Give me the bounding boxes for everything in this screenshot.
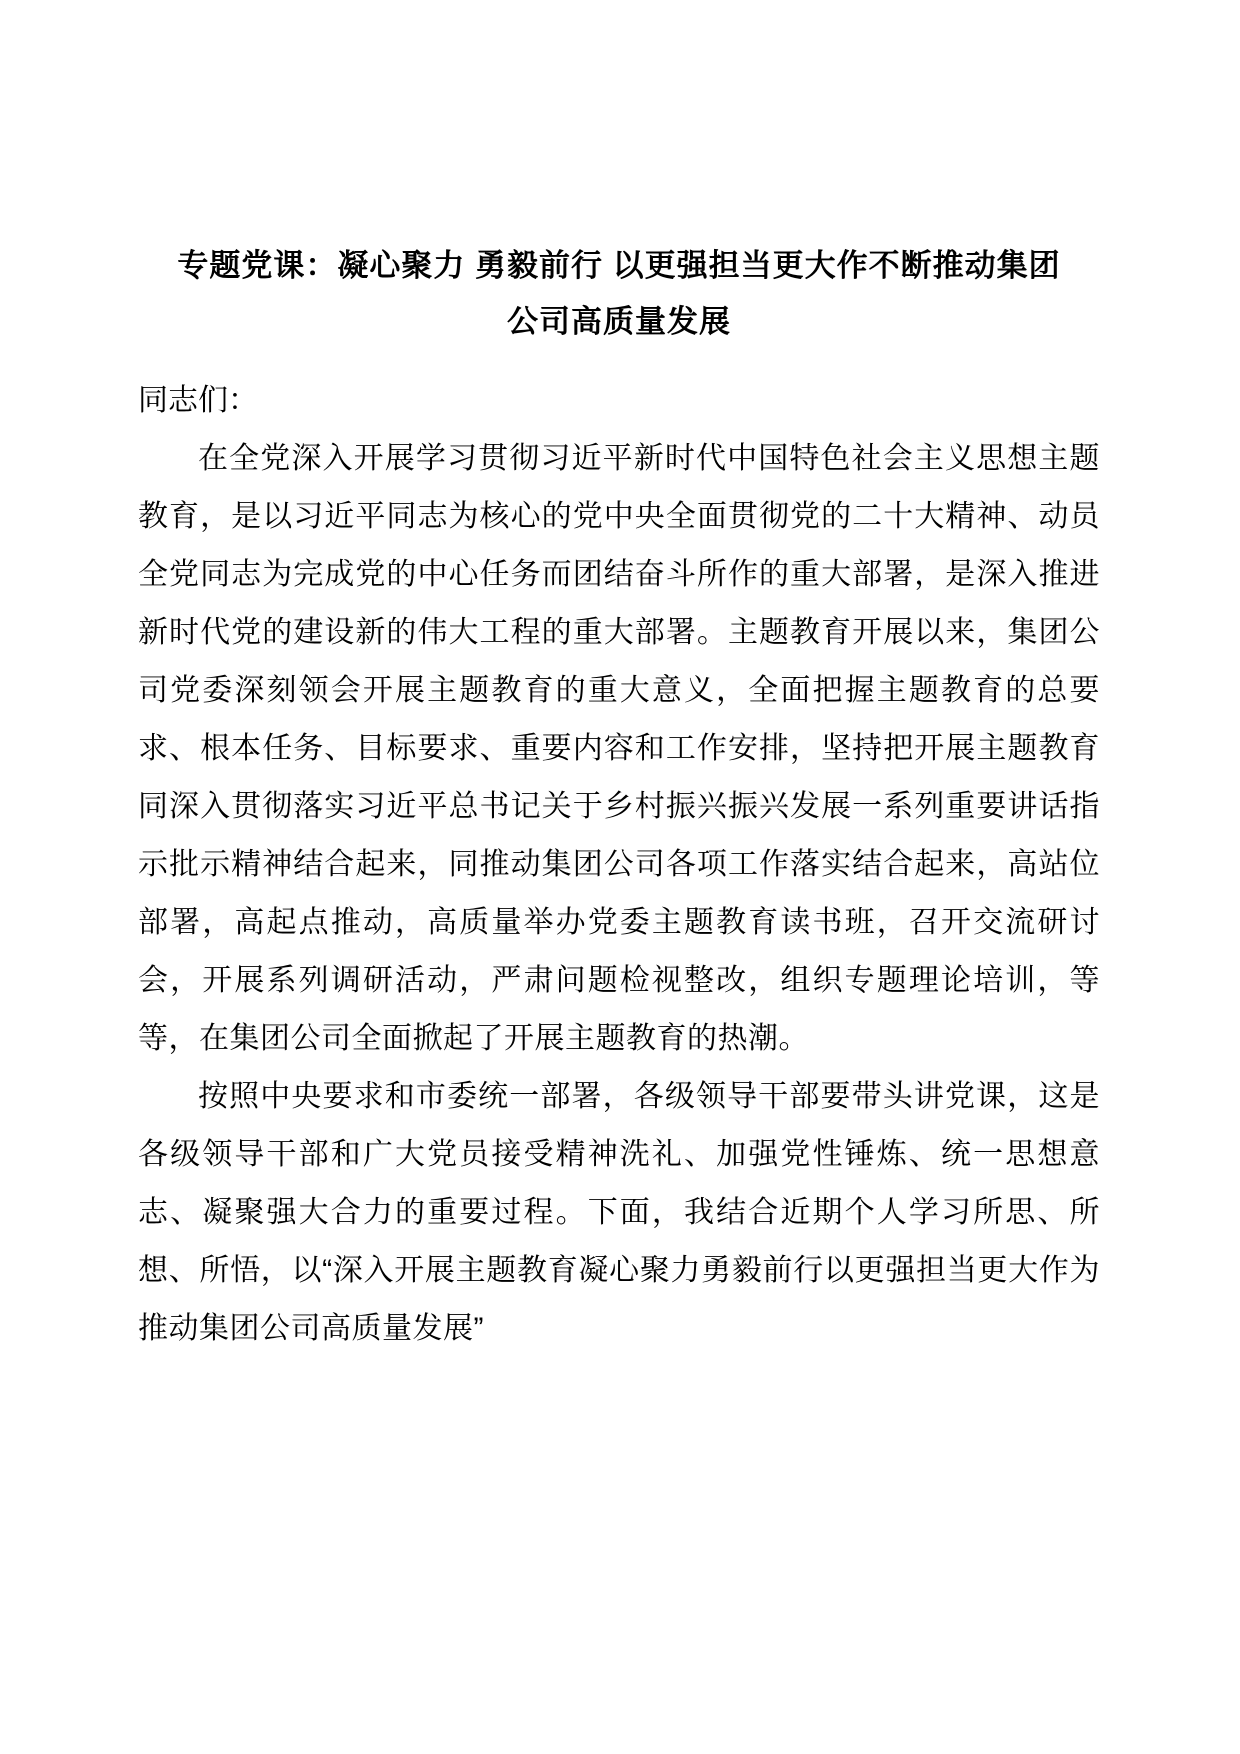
- document-title-line-2: 公司高质量发展: [507, 304, 731, 339]
- document-body: [138, 372, 1100, 1358]
- paragraph-2: 按照中央要求和市委统一部署，各级领导干部要带头讲党课，这是各级领导干部和广大党员接受精神洗礼、加强党性锤炼、统一思想意志、凝聚强大合力的重要过程。下面，我结合近期个人学习所思、所想、所悟，以“深入开展主题教育凝心聚力勇毅前行以更强担当更大作为推动集团公司高质量发展”: [138, 1080, 1100, 1345]
- paragraph-1: 在全党深入开展学习贯彻习近平新时代中国特色社会主义思想主题教育，是以习近平同志为核心的党中央全面贯彻党的二十大精神、动员全党同志为完成党的中心任务而团结奋斗所作的重大部署，是深入推进新时代党的建设新的伟大工程的重大部署。主题教育开展以来，集团公司党委深刻领会开展主题教育的重大意义，全面把握主题教育的总要求、根本任务、目标要求、重要内容和工作安排，坚持把开展主题教育同深入贯彻落实习近平总书记关于乡村振兴振兴发展一系列重要讲话指示批示精神结合起来，同推动集团公司各项工作落实结合起来，高站位部署，高起点推动，高质量举办党委主题教育读书班，召开交流研讨会，开展系列调研活动，严肃问题检视整改，组织专题理论培训，等等，在集团公司全面掀起了开展主题教育的热潮。: [138, 442, 1100, 1055]
- salutation: 同志们：: [138, 384, 258, 417]
- document-title-line-1: 专题党课：凝心聚力 勇毅前行 以更强担当更大作不断推动集团: [177, 248, 1061, 283]
- document-title: [138, 238, 1100, 350]
